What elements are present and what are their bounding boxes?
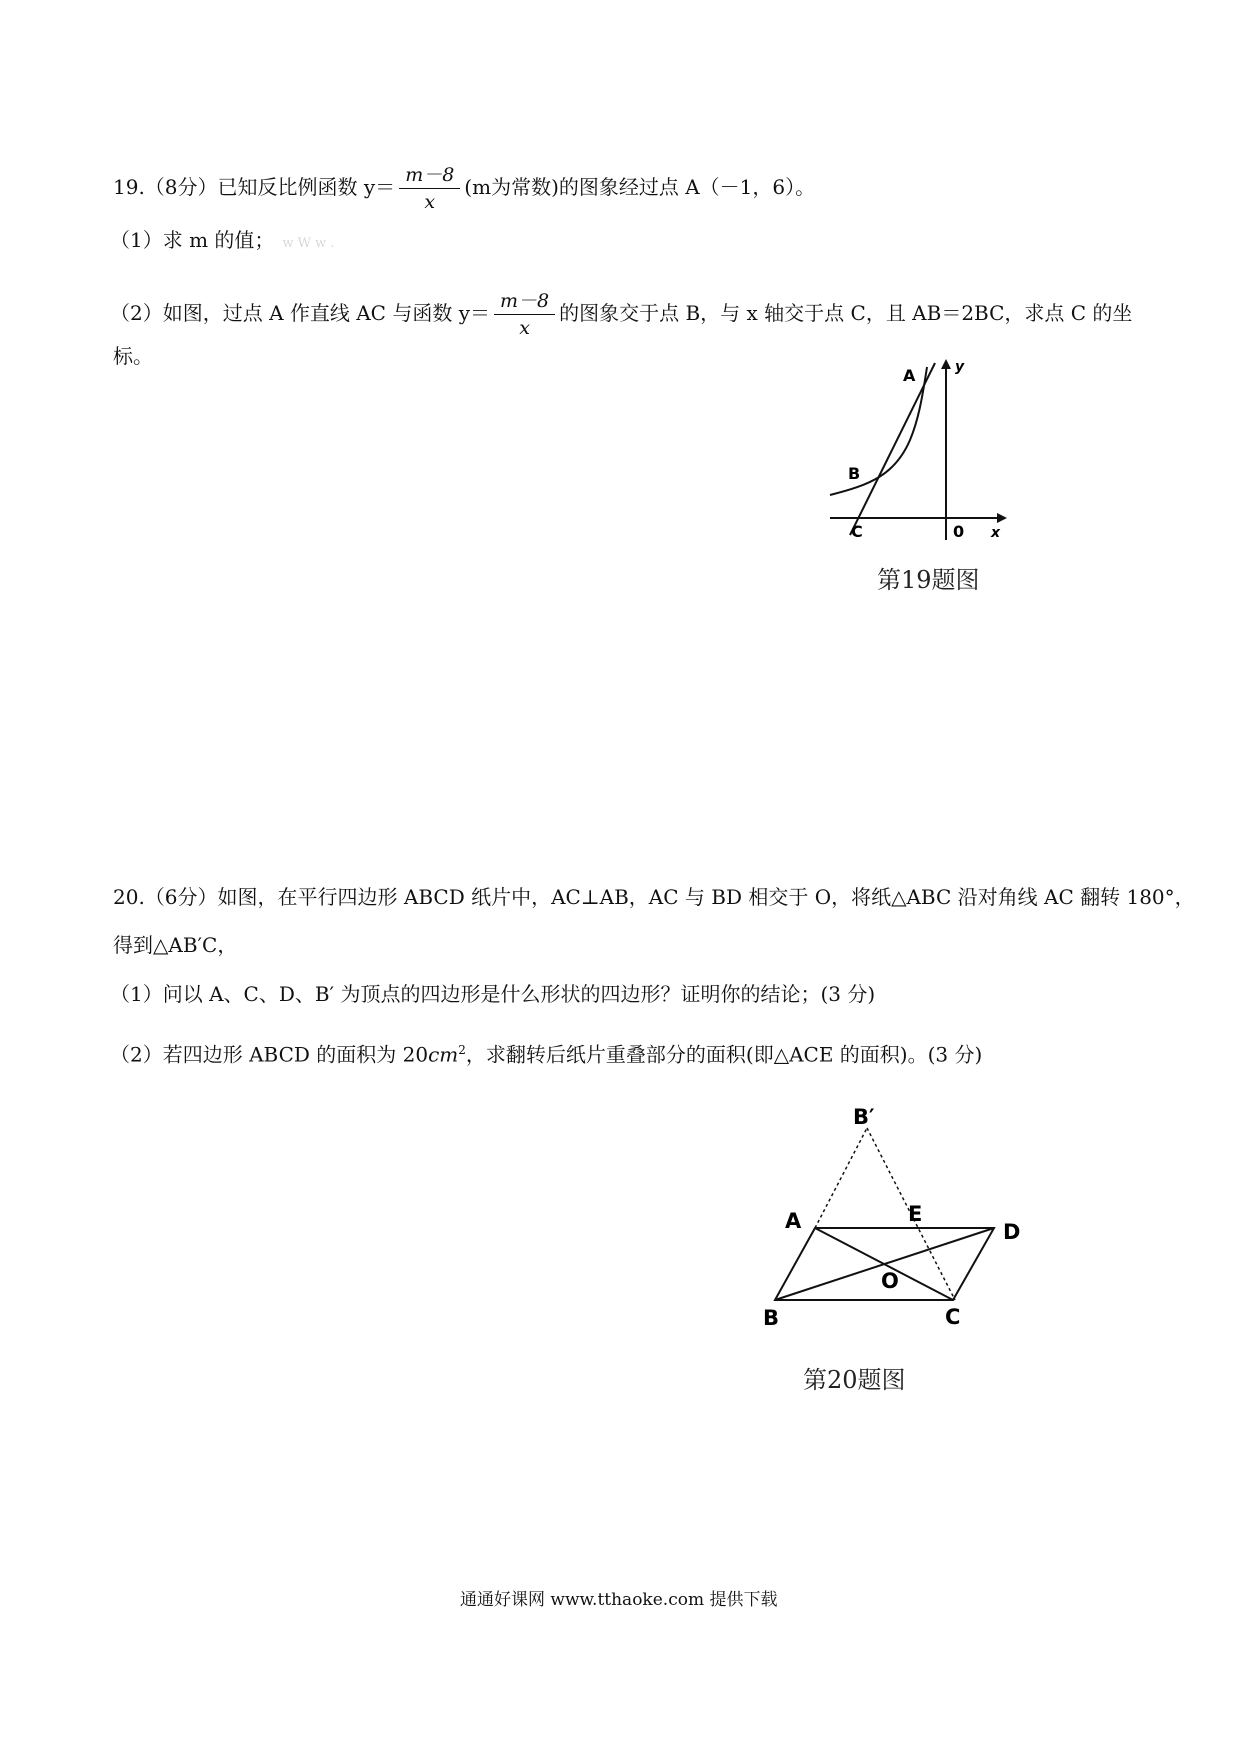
q20-part1: （1）问以 A、C、D、B′ 为顶点的四边形是什么形状的四边形？证明你的结论；(3 分) (110, 982, 876, 1006)
q20-figure-caption: 第20题图 (803, 1366, 906, 1394)
q20-label-b-prime: B′ (853, 1105, 875, 1129)
q20-label-c: C (945, 1305, 961, 1329)
q19-label-origin: 0 (953, 522, 965, 541)
page-footer: 通通好课网 www.tthaoke.com 提供下载 (460, 1590, 778, 1610)
q19-part2-fraction-numerator: m－8 (494, 288, 555, 315)
q20-label-e: E (908, 1202, 923, 1226)
q19-stem (113, 162, 815, 215)
q19-part2-continuation: 标。 (113, 344, 153, 368)
q19-fraction-denominator: x (424, 191, 436, 213)
q19-part2 (110, 288, 1132, 341)
q20-dashed-ab-prime (815, 1128, 867, 1228)
q19-part2-fraction-denominator: x (519, 317, 530, 339)
q19-stem-suffix: (m为常数)的图象经过点 A（－1，6）。 (464, 175, 816, 199)
q19-fraction (399, 162, 460, 215)
q20-label-a: A (785, 1209, 802, 1233)
q19-part2-prefix: （2）如图，过点 A 作直线 AC 与函数 y＝ (110, 301, 490, 325)
q20-part2-prefix: （2）若四边形 ABCD 的面积为 20 (110, 1042, 429, 1067)
q19-watermark-text: w W w . (282, 236, 335, 251)
q19-label-c: C (851, 522, 863, 541)
q19-part2-fraction (494, 288, 555, 341)
q20-part2 (110, 1036, 982, 1069)
q19-figure (815, 355, 1015, 545)
q20-stem-line2: 得到△AB′C， (113, 933, 238, 957)
q19-fraction-numerator: m－8 (399, 162, 460, 189)
q19-label-a: A (903, 366, 916, 385)
q19-figure-caption: 第19题图 (877, 566, 980, 594)
q19-part1-text: （1）求 m 的值； (110, 228, 275, 252)
q19-y-axis-arrow (941, 359, 951, 369)
q19-line-ac (850, 363, 935, 535)
q20-part2-suffix: ，求翻转后纸片重叠部分的面积(即△ACE 的面积)。(3 分) (465, 1042, 983, 1067)
q20-figure (755, 1100, 1045, 1340)
q20-label-d: D (1003, 1220, 1021, 1244)
q19-label-y: y (955, 359, 965, 375)
q19-part2-suffix: 的图象交于点 B，与 x 轴交于点 C，且 AB＝2BC，求点 C 的坐 (559, 301, 1133, 325)
q19-part1 (110, 226, 335, 258)
q20-stem-line1: 20.（6分）如图，在平行四边形 ABCD 纸片中，AC⊥AB，AC 与 BD 相交于 O，将纸△ABC 沿对角线 AC 翻转 180°， (113, 885, 1195, 909)
q19-label-b: B (848, 464, 861, 483)
q19-x-axis-arrow (997, 513, 1007, 523)
q20-area-unit: cm (428, 1042, 459, 1067)
q20-label-o: O (881, 1269, 899, 1293)
q20-area-exponent: 2 (458, 1043, 466, 1057)
q19-label-x: x (991, 525, 1001, 541)
q20-label-b: B (763, 1306, 780, 1330)
q19-stem-prefix: 19.（8分）已知反比例函数 y＝ (113, 175, 396, 199)
